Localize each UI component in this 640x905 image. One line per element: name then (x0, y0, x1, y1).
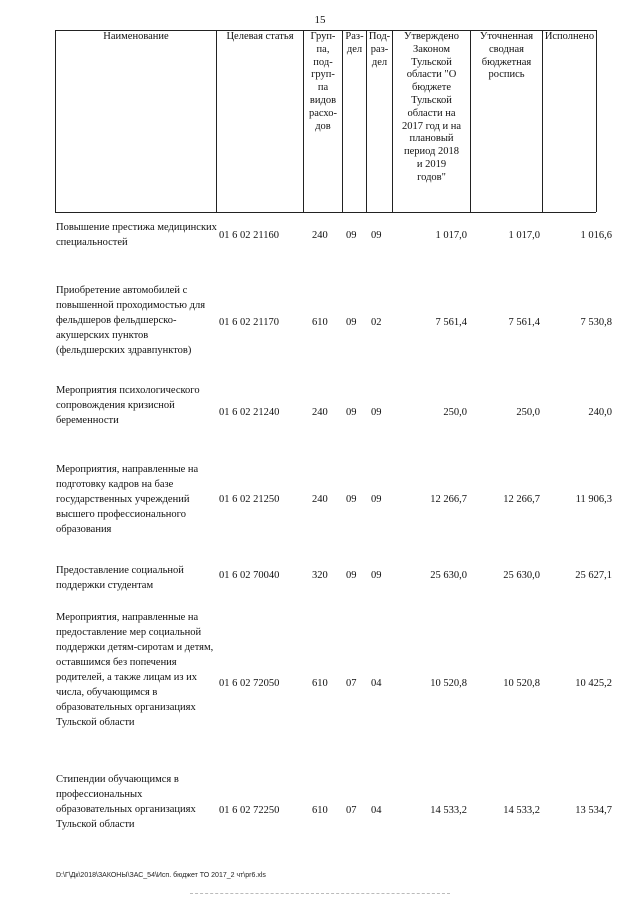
col-divider (216, 30, 217, 212)
row-section: 07 (346, 805, 357, 816)
row-group: 610 (312, 678, 328, 689)
row-approved: 25 630,0 (430, 570, 467, 581)
row-target: 01 6 02 21170 (219, 317, 279, 328)
row-name: Мероприятия психологического сопровождения кризисной беременности (56, 385, 200, 426)
col-header-approved: Утверждено Законом Тульской области "О бюджете Тульской области на 2017 год и на плановый период 2018 и 2019 годов" (401, 31, 462, 183)
row-approved: 12 266,7 (430, 494, 467, 505)
col-header-section: Раз- дел (345, 31, 364, 55)
row-executed: 7 530,8 (580, 317, 612, 328)
row-section: 09 (346, 570, 357, 581)
row-subsection: 09 (371, 494, 382, 505)
row-executed: 13 534,7 (575, 805, 612, 816)
col-header-subsection: Под- раз- дел (368, 31, 391, 68)
row-group: 240 (312, 494, 328, 505)
row-subsection: 02 (371, 317, 382, 328)
col-header-refined: Уточненная сводная бюджетная роспись (479, 31, 534, 81)
col-header-group: Груп- па, под- груп- па видов расхо- дов (308, 31, 338, 132)
row-group: 320 (312, 570, 328, 581)
row-subsection: 09 (371, 407, 382, 418)
row-executed: 240,0 (588, 407, 612, 418)
col-divider (542, 30, 543, 212)
row-name: Предоставление социальной поддержки студентам (56, 565, 184, 591)
row-subsection: 04 (371, 678, 382, 689)
col-header-target: Целевая статья (226, 31, 294, 42)
row-subsection: 09 (371, 230, 382, 241)
scan-artifact-line (190, 893, 450, 894)
row-approved: 1 017,0 (435, 230, 467, 241)
row-group: 240 (312, 407, 328, 418)
row-group: 240 (312, 230, 328, 241)
row-refined: 12 266,7 (503, 494, 540, 505)
row-section: 09 (346, 317, 357, 328)
row-target: 01 6 02 21250 (219, 494, 280, 505)
row-executed: 1 016,6 (580, 230, 612, 241)
row-section: 09 (346, 494, 357, 505)
row-name: Стипендии обучающимся в профессиональных образовательных организациях Тульской области (56, 774, 196, 830)
row-refined: 1 017,0 (508, 230, 540, 241)
row-refined: 7 561,4 (508, 317, 540, 328)
row-approved: 10 520,8 (430, 678, 467, 689)
row-approved: 7 561,4 (435, 317, 467, 328)
row-target: 01 6 02 70040 (219, 570, 280, 581)
row-refined: 14 533,2 (503, 805, 540, 816)
col-divider (342, 30, 343, 212)
row-executed: 10 425,2 (575, 678, 612, 689)
row-subsection: 04 (371, 805, 382, 816)
row-target: 01 6 02 72250 (219, 805, 280, 816)
row-refined: 250,0 (516, 407, 540, 418)
row-refined: 25 630,0 (503, 570, 540, 581)
row-subsection: 09 (371, 570, 382, 581)
row-target: 01 6 02 21240 (219, 407, 280, 418)
row-approved: 250,0 (443, 407, 467, 418)
row-name: Мероприятия, направленные на предоставление мер социальной поддержки детям-сиротам и детям, оставшимся без попечения родителей, а также лицам из их числа, обучающимся в образовательных организациях Тульской области (56, 612, 214, 728)
row-section: 09 (346, 230, 357, 241)
col-divider (596, 30, 597, 212)
file-path-footer: D:\Г\Дк\2018\ЗАКОНЫ\ЗАС_54\Исп. бюджет ТО 2017_2 чт\pr6.xls (56, 872, 266, 879)
row-name: Мероприятия, направленные на подготовку кадров на базе государственных учреждений высшего профессионального образования (56, 464, 199, 535)
row-group: 610 (312, 805, 328, 816)
row-name: Приобретение автомобилей с повышенной проходимостью для фельдшеров фельдшерско-акушерских пунктов (фельдшерских здравпунктов) (56, 285, 206, 356)
col-divider (55, 30, 56, 212)
header-bottom-rule (55, 212, 596, 213)
col-header-executed: Исполнено (544, 31, 595, 42)
row-refined: 10 520,8 (503, 678, 540, 689)
row-target: 01 6 02 72050 (219, 678, 280, 689)
row-section: 07 (346, 678, 357, 689)
row-executed: 25 627,1 (575, 570, 612, 581)
page-number: 15 (314, 14, 326, 26)
row-group: 610 (312, 317, 328, 328)
col-header-name: Наименование (103, 31, 169, 42)
row-section: 09 (346, 407, 357, 418)
row-executed: 11 906,3 (575, 494, 612, 505)
row-target: 01 6 02 21160 (219, 230, 279, 241)
row-name: Повышение престижа медицинских специальностей (56, 222, 217, 248)
row-approved: 14 533,2 (430, 805, 467, 816)
